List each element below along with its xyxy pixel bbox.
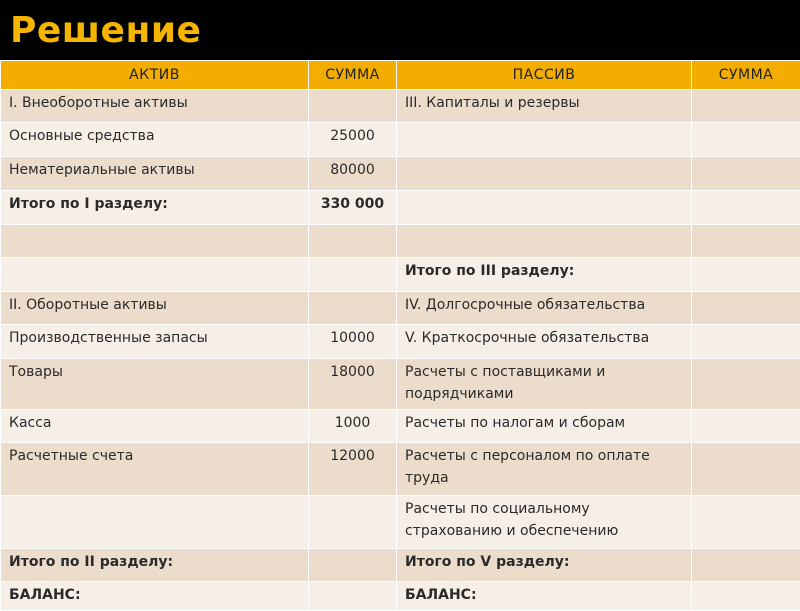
table-row — [1, 123, 800, 157]
asset-cell: Основные средства — [1, 123, 309, 157]
asset-cell — [1, 258, 309, 292]
asset-cell — [1, 225, 309, 258]
header-liabilities-sum: СУММА — [692, 61, 800, 90]
asset-sum-cell: 10000 — [309, 325, 397, 359]
liability-cell: III. Капиталы и резервы — [397, 90, 692, 123]
liability-cell — [397, 157, 692, 191]
asset-cell: Производственные запасы — [1, 325, 309, 359]
liability-sum-cell — [692, 359, 800, 410]
balance-table — [0, 60, 800, 611]
table-header-row — [1, 61, 800, 90]
asset-sum-cell — [309, 582, 397, 611]
table-row — [1, 443, 800, 496]
table-row — [1, 549, 800, 582]
liability-cell: Расчеты по налогам и сборам — [397, 410, 692, 443]
asset-cell: Нематериальные активы — [1, 157, 309, 191]
asset-cell: I. Внеоборотные активы — [1, 90, 309, 123]
liability-sum-cell — [692, 225, 800, 258]
liability-cell: V. Краткосрочные обязательства — [397, 325, 692, 359]
liability-sum-cell — [692, 292, 800, 325]
asset-cell — [1, 496, 309, 549]
asset-sum-cell: 25000 — [309, 123, 397, 157]
asset-sum-cell — [309, 90, 397, 123]
asset-cell: Итого по I разделу: — [1, 191, 309, 225]
table-row — [1, 410, 800, 443]
table-row — [1, 225, 800, 258]
liability-sum-cell — [692, 496, 800, 549]
slide-title: Решение — [10, 2, 201, 60]
liability-sum-cell — [692, 582, 800, 611]
asset-sum-cell — [309, 549, 397, 582]
header-assets: АКТИВ — [1, 61, 309, 90]
liability-cell: IV. Долгосрочные обязательства — [397, 292, 692, 325]
asset-cell: Товары — [1, 359, 309, 410]
table-row — [1, 359, 800, 410]
liability-sum-cell — [692, 443, 800, 496]
table-row — [1, 292, 800, 325]
liability-cell — [397, 123, 692, 157]
asset-sum-cell — [309, 292, 397, 325]
liability-cell — [397, 225, 692, 258]
table-row — [1, 325, 800, 359]
asset-sum-cell: 80000 — [309, 157, 397, 191]
asset-sum-cell: 12000 — [309, 443, 397, 496]
liability-sum-cell — [692, 410, 800, 443]
table-row — [1, 496, 800, 549]
asset-sum-cell — [309, 225, 397, 258]
liability-sum-cell — [692, 258, 800, 292]
asset-cell: БАЛАНС: — [1, 582, 309, 611]
liability-sum-cell — [692, 191, 800, 225]
table-row — [1, 90, 800, 123]
table-row — [1, 258, 800, 292]
liability-cell: Итого по V разделу: — [397, 549, 692, 582]
header-liabilities: ПАССИВ — [397, 61, 692, 90]
asset-sum-cell: 1000 — [309, 410, 397, 443]
liability-sum-cell — [692, 123, 800, 157]
header-assets-sum: СУММА — [309, 61, 397, 90]
liability-cell: БАЛАНС: — [397, 582, 692, 611]
liability-sum-cell — [692, 325, 800, 359]
liability-cell: Расчеты с персоналом по оплате труда — [397, 443, 692, 496]
liability-cell — [397, 191, 692, 225]
liability-sum-cell — [692, 157, 800, 191]
asset-sum-cell — [309, 496, 397, 549]
asset-cell: Касса — [1, 410, 309, 443]
liability-cell: Итого по III разделу: — [397, 258, 692, 292]
asset-sum-cell: 330 000 — [309, 191, 397, 225]
liability-cell: Расчеты с поставщиками и подрядчиками — [397, 359, 692, 410]
asset-cell: Расчетные счета — [1, 443, 309, 496]
table-row — [1, 582, 800, 611]
table-row — [1, 157, 800, 191]
table-row — [1, 191, 800, 225]
asset-cell: II. Оборотные активы — [1, 292, 309, 325]
asset-cell: Итого по II разделу: — [1, 549, 309, 582]
asset-sum-cell — [309, 258, 397, 292]
liability-sum-cell — [692, 90, 800, 123]
liability-sum-cell — [692, 549, 800, 582]
liability-cell: Расчеты по социальному страхованию и обеспечению — [397, 496, 692, 549]
asset-sum-cell: 18000 — [309, 359, 397, 410]
